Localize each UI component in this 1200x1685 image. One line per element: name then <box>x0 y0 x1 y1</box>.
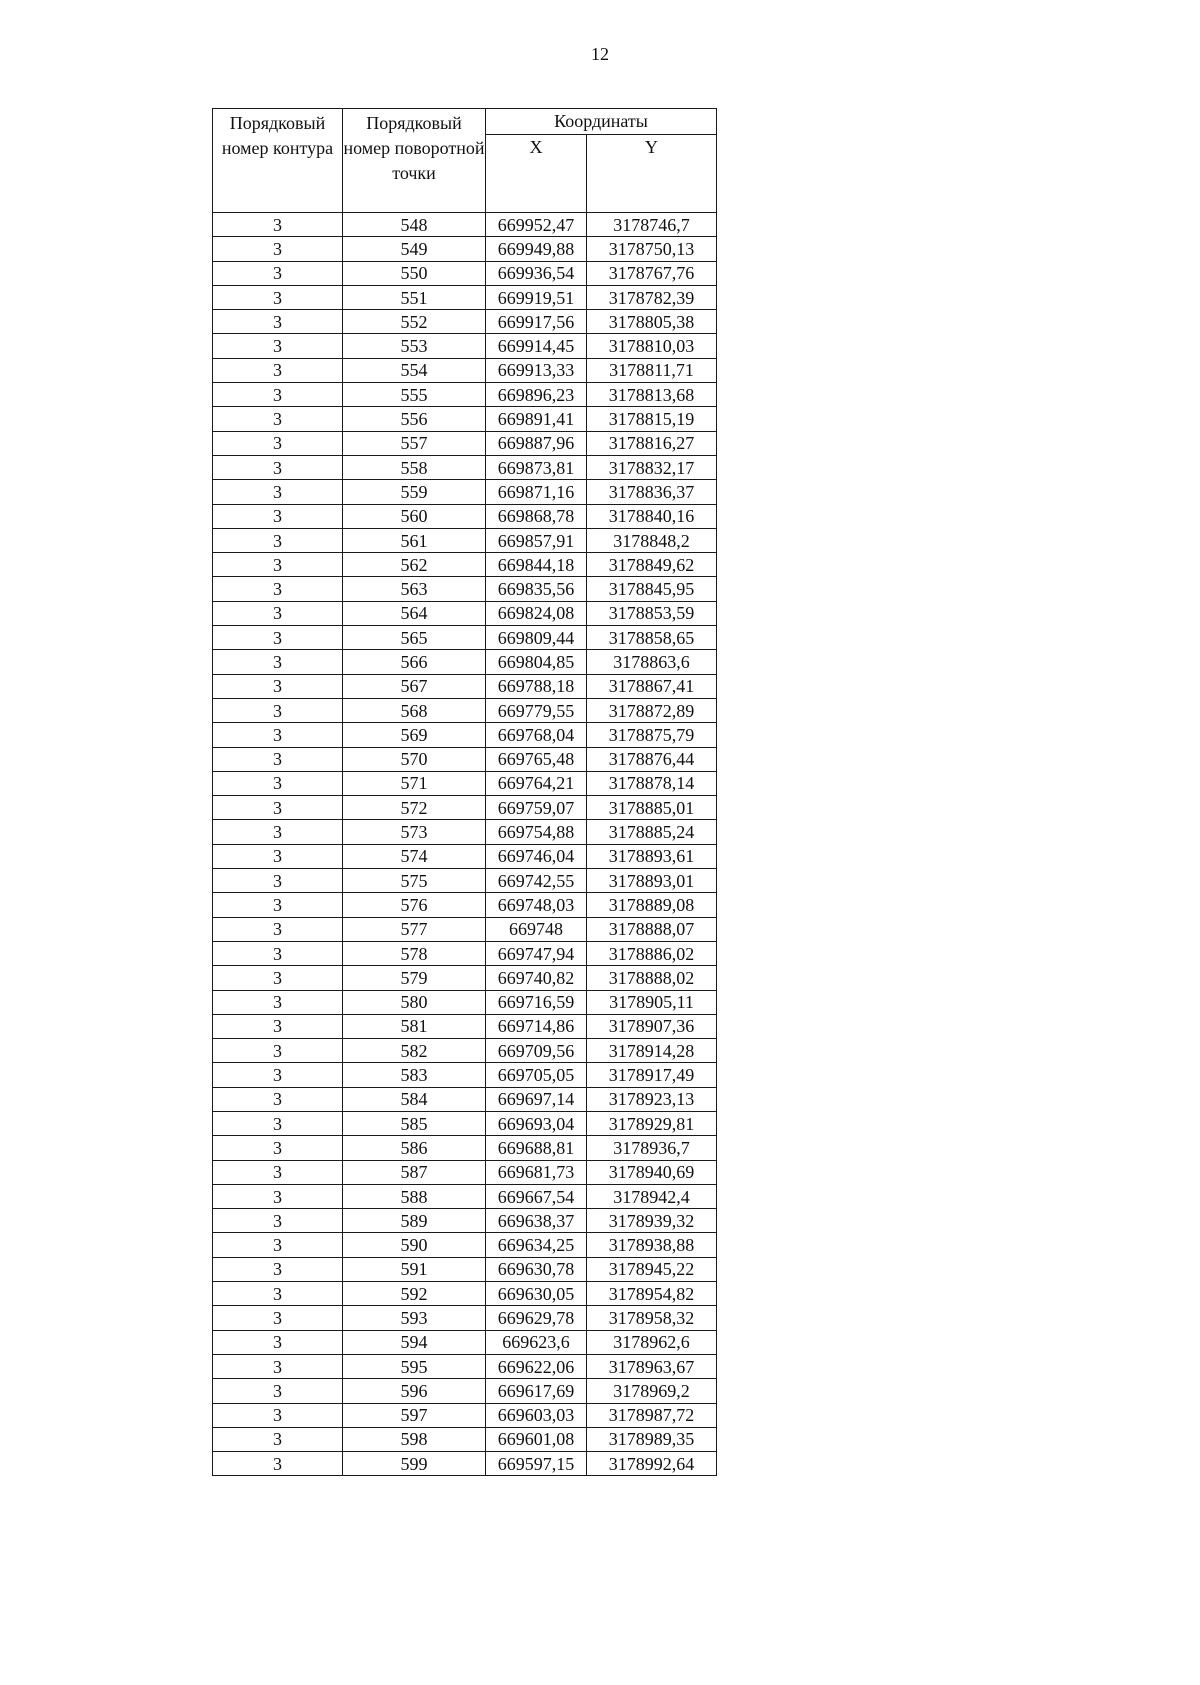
table-row <box>213 237 717 261</box>
point-number-cell: 568 <box>343 698 486 722</box>
contour-number-cell: 3 <box>213 650 343 674</box>
y-coordinate-cell: 3178936,7 <box>587 1136 717 1160</box>
contour-number-cell: 3 <box>213 1136 343 1160</box>
table-row <box>213 1136 717 1160</box>
contour-number-cell: 3 <box>213 1184 343 1208</box>
table-row <box>213 358 717 382</box>
table-row <box>213 1330 717 1354</box>
contour-number-cell: 3 <box>213 941 343 965</box>
y-coordinate-cell: 3178888,02 <box>587 966 717 990</box>
y-coordinate-cell: 3178942,4 <box>587 1184 717 1208</box>
y-coordinate-cell: 3178858,65 <box>587 626 717 650</box>
y-coordinate-cell: 3178811,71 <box>587 358 717 382</box>
y-coordinate-cell: 3178863,6 <box>587 650 717 674</box>
table-row <box>213 747 717 771</box>
y-coordinate-cell: 3178907,36 <box>587 1014 717 1038</box>
contour-number-cell: 3 <box>213 966 343 990</box>
table-row <box>213 407 717 431</box>
point-number-cell: 576 <box>343 893 486 917</box>
contour-number-cell: 3 <box>213 383 343 407</box>
x-coordinate-cell: 669857,91 <box>486 528 587 552</box>
table-row <box>213 941 717 965</box>
point-number-cell: 592 <box>343 1282 486 1306</box>
y-coordinate-cell: 3178876,44 <box>587 747 717 771</box>
contour-number-cell: 3 <box>213 407 343 431</box>
contour-number-cell: 3 <box>213 285 343 309</box>
point-number-cell: 555 <box>343 383 486 407</box>
y-coordinate-cell: 3178938,88 <box>587 1233 717 1257</box>
x-coordinate-cell: 669742,55 <box>486 869 587 893</box>
y-coordinate-cell: 3178969,2 <box>587 1379 717 1403</box>
y-coordinate-cell: 3178945,22 <box>587 1257 717 1281</box>
y-coordinate-cell: 3178816,27 <box>587 431 717 455</box>
point-number-cell: 553 <box>343 334 486 358</box>
table-row <box>213 1379 717 1403</box>
x-coordinate-cell: 669747,94 <box>486 941 587 965</box>
y-coordinate-cell: 3178917,49 <box>587 1063 717 1087</box>
x-coordinate-cell: 669709,56 <box>486 1039 587 1063</box>
point-number-cell: 578 <box>343 941 486 965</box>
y-coordinate-cell: 3178939,32 <box>587 1209 717 1233</box>
contour-number-cell: 3 <box>213 747 343 771</box>
point-number-cell: 566 <box>343 650 486 674</box>
y-coordinate-cell: 3178832,17 <box>587 455 717 479</box>
contour-number-cell: 3 <box>213 893 343 917</box>
header-y: Y <box>587 135 717 213</box>
y-coordinate-cell: 3178963,67 <box>587 1354 717 1378</box>
table-row <box>213 480 717 504</box>
table-row <box>213 844 717 868</box>
x-coordinate-cell: 669914,45 <box>486 334 587 358</box>
x-coordinate-cell: 669804,85 <box>486 650 587 674</box>
contour-number-cell: 3 <box>213 1452 343 1476</box>
y-coordinate-cell: 3178767,76 <box>587 261 717 285</box>
point-number-cell: 586 <box>343 1136 486 1160</box>
contour-number-cell: 3 <box>213 1403 343 1427</box>
x-coordinate-cell: 669891,41 <box>486 407 587 431</box>
y-coordinate-cell: 3178805,38 <box>587 310 717 334</box>
y-coordinate-cell: 3178893,61 <box>587 844 717 868</box>
x-coordinate-cell: 669623,6 <box>486 1330 587 1354</box>
x-coordinate-cell: 669714,86 <box>486 1014 587 1038</box>
point-number-cell: 556 <box>343 407 486 431</box>
contour-number-cell: 3 <box>213 1087 343 1111</box>
header-contour-number <box>213 109 343 213</box>
table-row <box>213 1403 717 1427</box>
x-coordinate-cell: 669779,55 <box>486 698 587 722</box>
table-row <box>213 771 717 795</box>
contour-number-cell: 3 <box>213 431 343 455</box>
point-number-cell: 574 <box>343 844 486 868</box>
point-number-cell: 573 <box>343 820 486 844</box>
point-number-cell: 582 <box>343 1039 486 1063</box>
contour-number-cell: 3 <box>213 334 343 358</box>
x-coordinate-cell: 669868,78 <box>486 504 587 528</box>
point-number-cell: 562 <box>343 553 486 577</box>
point-number-cell: 580 <box>343 990 486 1014</box>
x-coordinate-cell: 669913,33 <box>486 358 587 382</box>
table-row <box>213 1209 717 1233</box>
point-number-cell: 560 <box>343 504 486 528</box>
y-coordinate-cell: 3178940,69 <box>587 1160 717 1184</box>
table-row <box>213 1087 717 1111</box>
point-number-cell: 599 <box>343 1452 486 1476</box>
x-coordinate-cell: 669952,47 <box>486 213 587 237</box>
contour-number-cell: 3 <box>213 528 343 552</box>
x-coordinate-cell: 669603,03 <box>486 1403 587 1427</box>
point-number-cell: 584 <box>343 1087 486 1111</box>
contour-number-cell: 3 <box>213 1354 343 1378</box>
y-coordinate-cell: 3178889,08 <box>587 893 717 917</box>
point-number-cell: 585 <box>343 1111 486 1135</box>
table-row <box>213 1111 717 1135</box>
header-point-number <box>343 109 486 213</box>
point-number-cell: 569 <box>343 723 486 747</box>
y-coordinate-cell: 3178888,07 <box>587 917 717 941</box>
contour-number-cell: 3 <box>213 1257 343 1281</box>
x-coordinate-cell: 669601,08 <box>486 1427 587 1451</box>
contour-number-cell: 3 <box>213 771 343 795</box>
point-number-cell: 570 <box>343 747 486 771</box>
y-coordinate-cell: 3178886,02 <box>587 941 717 965</box>
table-row <box>213 528 717 552</box>
x-coordinate-cell: 669746,04 <box>486 844 587 868</box>
point-number-cell: 559 <box>343 480 486 504</box>
x-coordinate-cell: 669688,81 <box>486 1136 587 1160</box>
y-coordinate-cell: 3178893,01 <box>587 869 717 893</box>
y-coordinate-cell: 3178987,72 <box>587 1403 717 1427</box>
contour-number-cell: 3 <box>213 869 343 893</box>
x-coordinate-cell: 669873,81 <box>486 455 587 479</box>
table-row <box>213 1354 717 1378</box>
x-coordinate-cell: 669809,44 <box>486 626 587 650</box>
y-coordinate-cell: 3178992,64 <box>587 1452 717 1476</box>
y-coordinate-cell: 3178875,79 <box>587 723 717 747</box>
point-number-cell: 591 <box>343 1257 486 1281</box>
point-number-cell: 549 <box>343 237 486 261</box>
table-row <box>213 1306 717 1330</box>
contour-number-cell: 3 <box>213 674 343 698</box>
contour-number-cell: 3 <box>213 698 343 722</box>
x-coordinate-cell: 669764,21 <box>486 771 587 795</box>
x-coordinate-cell: 669705,05 <box>486 1063 587 1087</box>
x-coordinate-cell: 669765,48 <box>486 747 587 771</box>
x-coordinate-cell: 669768,04 <box>486 723 587 747</box>
x-coordinate-cell: 669788,18 <box>486 674 587 698</box>
x-coordinate-cell: 669617,69 <box>486 1379 587 1403</box>
point-number-cell: 554 <box>343 358 486 382</box>
table-row <box>213 1063 717 1087</box>
x-coordinate-cell: 669824,08 <box>486 601 587 625</box>
table-row <box>213 1160 717 1184</box>
table-row <box>213 1452 717 1476</box>
table-row <box>213 577 717 601</box>
table-row <box>213 1184 717 1208</box>
x-coordinate-cell: 669693,04 <box>486 1111 587 1135</box>
x-coordinate-cell: 669754,88 <box>486 820 587 844</box>
y-coordinate-cell: 3178750,13 <box>587 237 717 261</box>
contour-number-cell: 3 <box>213 1427 343 1451</box>
page-number: 12 <box>591 44 609 64</box>
contour-number-cell: 3 <box>213 1282 343 1306</box>
y-coordinate-cell: 3178989,35 <box>587 1427 717 1451</box>
table-row <box>213 213 717 237</box>
y-coordinate-cell: 3178815,19 <box>587 407 717 431</box>
table-row <box>213 1233 717 1257</box>
x-coordinate-cell: 669759,07 <box>486 796 587 820</box>
coordinates-table <box>212 108 717 1476</box>
y-coordinate-cell: 3178782,39 <box>587 285 717 309</box>
point-number-cell: 567 <box>343 674 486 698</box>
header-coordinates: Координаты <box>486 109 717 135</box>
contour-number-cell: 3 <box>213 1233 343 1257</box>
x-coordinate-cell: 669871,16 <box>486 480 587 504</box>
point-number-cell: 598 <box>343 1427 486 1451</box>
table-row <box>213 1427 717 1451</box>
table-row <box>213 261 717 285</box>
point-number-cell: 597 <box>343 1403 486 1427</box>
contour-number-cell: 3 <box>213 723 343 747</box>
point-number-cell: 581 <box>343 1014 486 1038</box>
x-coordinate-cell: 669844,18 <box>486 553 587 577</box>
y-coordinate-cell: 3178810,03 <box>587 334 717 358</box>
x-coordinate-cell: 669697,14 <box>486 1087 587 1111</box>
table-row <box>213 431 717 455</box>
x-coordinate-cell: 669917,56 <box>486 310 587 334</box>
table-row <box>213 893 717 917</box>
contour-number-cell: 3 <box>213 553 343 577</box>
point-number-cell: 563 <box>343 577 486 601</box>
y-coordinate-cell: 3178878,14 <box>587 771 717 795</box>
point-number-cell: 564 <box>343 601 486 625</box>
table-row <box>213 334 717 358</box>
y-coordinate-cell: 3178885,24 <box>587 820 717 844</box>
y-coordinate-cell: 3178905,11 <box>587 990 717 1014</box>
x-coordinate-cell: 669667,54 <box>486 1184 587 1208</box>
y-coordinate-cell: 3178923,13 <box>587 1087 717 1111</box>
y-coordinate-cell: 3178867,41 <box>587 674 717 698</box>
x-coordinate-cell: 669919,51 <box>486 285 587 309</box>
contour-number-cell: 3 <box>213 1014 343 1038</box>
contour-number-cell: 3 <box>213 261 343 285</box>
point-number-cell: 593 <box>343 1306 486 1330</box>
y-coordinate-cell: 3178845,95 <box>587 577 717 601</box>
contour-number-cell: 3 <box>213 626 343 650</box>
x-coordinate-cell: 669629,78 <box>486 1306 587 1330</box>
table-row <box>213 698 717 722</box>
contour-number-cell: 3 <box>213 844 343 868</box>
y-coordinate-cell: 3178958,32 <box>587 1306 717 1330</box>
point-number-cell: 590 <box>343 1233 486 1257</box>
table-row <box>213 966 717 990</box>
x-coordinate-cell: 669681,73 <box>486 1160 587 1184</box>
y-coordinate-cell: 3178849,62 <box>587 553 717 577</box>
table-row <box>213 601 717 625</box>
contour-number-cell: 3 <box>213 577 343 601</box>
contour-number-cell: 3 <box>213 480 343 504</box>
x-coordinate-cell: 669748 <box>486 917 587 941</box>
x-coordinate-cell: 669630,78 <box>486 1257 587 1281</box>
contour-number-cell: 3 <box>213 601 343 625</box>
y-coordinate-cell: 3178962,6 <box>587 1330 717 1354</box>
table-row <box>213 1014 717 1038</box>
point-number-cell: 596 <box>343 1379 486 1403</box>
point-number-cell: 577 <box>343 917 486 941</box>
table-row <box>213 455 717 479</box>
point-number-cell: 579 <box>343 966 486 990</box>
table-row <box>213 285 717 309</box>
point-number-cell: 594 <box>343 1330 486 1354</box>
table-header <box>213 109 717 213</box>
x-coordinate-cell: 669597,15 <box>486 1452 587 1476</box>
table-row <box>213 1282 717 1306</box>
contour-number-cell: 3 <box>213 1209 343 1233</box>
x-coordinate-cell: 669949,88 <box>486 237 587 261</box>
table-row <box>213 820 717 844</box>
y-coordinate-cell: 3178872,89 <box>587 698 717 722</box>
point-number-cell: 588 <box>343 1184 486 1208</box>
header-point-label: Порядковый номер поворотной точки <box>343 113 485 183</box>
table-row <box>213 674 717 698</box>
point-number-cell: 589 <box>343 1209 486 1233</box>
contour-number-cell: 3 <box>213 820 343 844</box>
table-row <box>213 310 717 334</box>
contour-number-cell: 3 <box>213 1111 343 1135</box>
point-number-cell: 575 <box>343 869 486 893</box>
contour-number-cell: 3 <box>213 358 343 382</box>
contour-number-cell: 3 <box>213 504 343 528</box>
x-coordinate-cell: 669748,03 <box>486 893 587 917</box>
contour-number-cell: 3 <box>213 310 343 334</box>
contour-number-cell: 3 <box>213 213 343 237</box>
point-number-cell: 550 <box>343 261 486 285</box>
x-coordinate-cell: 669896,23 <box>486 383 587 407</box>
contour-number-cell: 3 <box>213 1160 343 1184</box>
point-number-cell: 572 <box>343 796 486 820</box>
y-coordinate-cell: 3178954,82 <box>587 1282 717 1306</box>
point-number-cell: 571 <box>343 771 486 795</box>
point-number-cell: 548 <box>343 213 486 237</box>
table-row <box>213 1257 717 1281</box>
x-coordinate-cell: 669638,37 <box>486 1209 587 1233</box>
y-coordinate-cell: 3178929,81 <box>587 1111 717 1135</box>
contour-number-cell: 3 <box>213 1063 343 1087</box>
contour-number-cell: 3 <box>213 1306 343 1330</box>
contour-number-cell: 3 <box>213 237 343 261</box>
header-x: X <box>486 135 587 213</box>
point-number-cell: 558 <box>343 455 486 479</box>
point-number-cell: 565 <box>343 626 486 650</box>
x-coordinate-cell: 669716,59 <box>486 990 587 1014</box>
contour-number-cell: 3 <box>213 990 343 1014</box>
contour-number-cell: 3 <box>213 1379 343 1403</box>
table-row <box>213 650 717 674</box>
y-coordinate-cell: 3178848,2 <box>587 528 717 552</box>
x-coordinate-cell: 669630,05 <box>486 1282 587 1306</box>
table-row <box>213 869 717 893</box>
x-coordinate-cell: 669622,06 <box>486 1354 587 1378</box>
y-coordinate-cell: 3178853,59 <box>587 601 717 625</box>
contour-number-cell: 3 <box>213 1039 343 1063</box>
point-number-cell: 551 <box>343 285 486 309</box>
contour-number-cell: 3 <box>213 1330 343 1354</box>
contour-number-cell: 3 <box>213 455 343 479</box>
y-coordinate-cell: 3178885,01 <box>587 796 717 820</box>
contour-number-cell: 3 <box>213 917 343 941</box>
y-coordinate-cell: 3178914,28 <box>587 1039 717 1063</box>
x-coordinate-cell: 669740,82 <box>486 966 587 990</box>
table-row <box>213 504 717 528</box>
contour-number-cell: 3 <box>213 796 343 820</box>
table-row <box>213 990 717 1014</box>
point-number-cell: 587 <box>343 1160 486 1184</box>
table-row <box>213 626 717 650</box>
x-coordinate-cell: 669887,96 <box>486 431 587 455</box>
table-row <box>213 553 717 577</box>
table-body <box>213 213 717 1476</box>
table-row <box>213 917 717 941</box>
point-number-cell: 561 <box>343 528 486 552</box>
point-number-cell: 557 <box>343 431 486 455</box>
table-row <box>213 723 717 747</box>
table-row <box>213 796 717 820</box>
point-number-cell: 552 <box>343 310 486 334</box>
x-coordinate-cell: 669835,56 <box>486 577 587 601</box>
x-coordinate-cell: 669936,54 <box>486 261 587 285</box>
header-contour-label: Порядковый номер контура <box>221 113 334 158</box>
y-coordinate-cell: 3178746,7 <box>587 213 717 237</box>
x-coordinate-cell: 669634,25 <box>486 1233 587 1257</box>
point-number-cell: 595 <box>343 1354 486 1378</box>
table-row <box>213 383 717 407</box>
point-number-cell: 583 <box>343 1063 486 1087</box>
table-row <box>213 1039 717 1063</box>
y-coordinate-cell: 3178836,37 <box>587 480 717 504</box>
y-coordinate-cell: 3178840,16 <box>587 504 717 528</box>
y-coordinate-cell: 3178813,68 <box>587 383 717 407</box>
